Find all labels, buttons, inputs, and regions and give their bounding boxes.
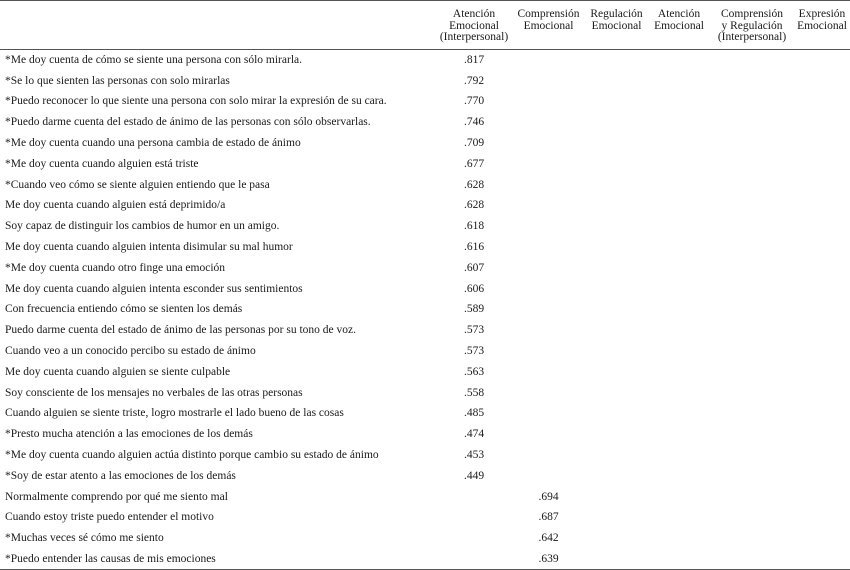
table-row: [0, 445, 850, 466]
loading-value: [794, 50, 850, 71]
loading-value: [585, 174, 648, 195]
loading-value: [710, 361, 794, 382]
item-text: *Presto mucha atención a las emociones de los demás: [5, 428, 253, 441]
column-header: [512, 1, 585, 50]
loading-value: [436, 486, 512, 507]
loading-value: [710, 195, 794, 216]
loading-value: [585, 195, 648, 216]
loading-value: .817: [463, 54, 485, 67]
loading-value: [710, 465, 794, 486]
loading-value: [794, 361, 850, 382]
loading-value: [512, 112, 585, 133]
loading-value: [585, 278, 648, 299]
loading-value: [648, 153, 710, 174]
loading-value: [512, 320, 585, 341]
loading-value: [512, 361, 585, 382]
loading-value: [794, 174, 850, 195]
item-text: Cuando veo a un conocido percibo su estado de ánimo: [5, 345, 256, 358]
item-text: Me doy cuenta cuando alguien se siente culpable: [5, 365, 231, 378]
table-row: [0, 91, 850, 112]
loading-value: [648, 50, 710, 71]
table-row: [0, 216, 850, 237]
table-row: [0, 70, 850, 91]
loading-value: .573: [463, 345, 485, 358]
loading-value: .687: [538, 511, 559, 524]
column-header: [648, 1, 710, 50]
loading-value: [585, 70, 648, 91]
loading-value: [436, 507, 512, 528]
item-text: Me doy cuenta cuando alguien intenta esconder sus sentimientos: [5, 282, 303, 295]
table-row: [0, 382, 850, 403]
column-header-line: Emocional: [449, 19, 499, 32]
loading-value: [512, 299, 585, 320]
loading-value: [512, 237, 585, 258]
loading-value: [648, 486, 710, 507]
loading-value: [648, 341, 710, 362]
loading-value: [794, 153, 850, 174]
loading-value: [512, 424, 585, 445]
loading-value: [512, 257, 585, 278]
loading-value: [648, 361, 710, 382]
table-row: [0, 341, 850, 362]
loading-value: [585, 237, 648, 258]
loading-value: [794, 424, 850, 445]
loading-value: .746: [463, 116, 485, 129]
table-row: [0, 112, 850, 133]
loading-value: [585, 257, 648, 278]
loading-value: [585, 91, 648, 112]
loading-value: [585, 320, 648, 341]
loading-value: .628: [463, 199, 485, 212]
loading-value: [585, 549, 648, 570]
loading-value: [794, 70, 850, 91]
item-text: *Me doy cuenta cuando alguien está triste: [5, 157, 199, 170]
loading-value: [512, 216, 585, 237]
loading-value: .563: [463, 365, 485, 378]
item-text: *Me doy cuenta cuando otro finge una emoción: [5, 261, 226, 274]
loading-value: [512, 278, 585, 299]
loading-value: [512, 174, 585, 195]
item-text: Cuando alguien se siente triste, logro mostrarle el lado bueno de las cosas: [5, 407, 344, 420]
loading-value: [794, 507, 850, 528]
item-text: Soy consciente de los mensajes no verbales de las otras personas: [5, 386, 303, 399]
loading-value: [794, 278, 850, 299]
loading-value: [710, 237, 794, 258]
loading-value: [648, 133, 710, 154]
loading-value: [794, 320, 850, 341]
column-header-line: Emocional: [523, 19, 574, 32]
loading-value: [585, 153, 648, 174]
item-text: Puedo darme cuenta del estado de ánimo de las personas por su tono de voz.: [5, 324, 356, 337]
item-text: *Me doy cuenta de cómo se siente una persona con sólo mirarla.: [5, 54, 302, 67]
loading-value: [648, 91, 710, 112]
loading-value: [512, 445, 585, 466]
loading-value: [648, 278, 710, 299]
loading-value: [512, 403, 585, 424]
loading-value: .628: [463, 178, 485, 191]
loading-value: [585, 382, 648, 403]
loading-value: [710, 424, 794, 445]
loading-value: [585, 341, 648, 362]
loading-value: [710, 50, 794, 71]
loading-value: [710, 320, 794, 341]
loading-value: [794, 465, 850, 486]
table-row: [0, 424, 850, 445]
loading-value: [585, 528, 648, 549]
item-text: *Muchas veces sé cómo me siento: [5, 532, 164, 545]
loading-value: [710, 507, 794, 528]
loading-value: .770: [463, 95, 485, 108]
column-header-line: Emocional: [797, 19, 847, 32]
loading-value: [648, 549, 710, 570]
loading-value: [585, 507, 648, 528]
loading-value: [648, 257, 710, 278]
loading-value: [648, 403, 710, 424]
column-header-line: Comprensión: [721, 8, 783, 20]
column-header-line: Regulación: [590, 8, 643, 20]
loading-value: .792: [463, 74, 485, 87]
loading-value: [512, 153, 585, 174]
column-header: [710, 1, 794, 50]
loading-value: .618: [463, 220, 485, 233]
column-header-line: Expresión: [798, 8, 846, 20]
loading-value: [648, 424, 710, 445]
loading-value: [794, 528, 850, 549]
item-text: Me doy cuenta cuando alguien está deprimido/a: [5, 199, 226, 212]
item-text: *Cuando veo cómo se siente alguien entiendo que le pasa: [5, 178, 270, 191]
loading-value: .606: [463, 282, 485, 295]
loading-value: [648, 445, 710, 466]
loading-value: .677: [463, 157, 485, 170]
loading-value: [794, 445, 850, 466]
table-row: [0, 237, 850, 258]
loading-value: [585, 486, 648, 507]
loading-value: [436, 528, 512, 549]
loading-value: [585, 445, 648, 466]
loading-value: [794, 382, 850, 403]
loading-value: .485: [463, 407, 485, 420]
item-text: *Soy de estar atento a las emociones de los demás: [5, 469, 236, 482]
loading-value: [585, 465, 648, 486]
loading-value: [648, 528, 710, 549]
table-row: [0, 50, 850, 71]
item-text: Con frecuencia entiendo cómo se sienten los demás: [5, 303, 243, 316]
column-header-line: Emocional: [591, 19, 642, 32]
loading-value: [710, 403, 794, 424]
column-header-line: y Regulación: [721, 19, 783, 32]
loading-value: [585, 133, 648, 154]
table-row: [0, 320, 850, 341]
loading-value: [794, 216, 850, 237]
loading-value: .453: [463, 449, 485, 462]
loading-value: .573: [463, 324, 485, 337]
column-header-line: Comprensión: [517, 8, 580, 20]
loading-value: [585, 50, 648, 71]
loading-value: .589: [463, 303, 485, 316]
table-row: [0, 465, 850, 486]
loading-value: [710, 257, 794, 278]
item-text: Cuando estoy triste puedo entender el motivo: [5, 511, 214, 524]
loading-value: [585, 216, 648, 237]
loading-value: [512, 133, 585, 154]
loading-value: .694: [538, 490, 559, 503]
column-header-line: Atención: [452, 8, 496, 20]
column-header: [794, 1, 850, 50]
loading-value: [648, 507, 710, 528]
table-row: [0, 403, 850, 424]
column-header-line: (Interpersonal): [717, 31, 787, 43]
loading-value: [585, 361, 648, 382]
loading-value: [512, 382, 585, 403]
loading-value: [648, 195, 710, 216]
table-row: [0, 153, 850, 174]
column-header-line: Emocional: [654, 19, 704, 32]
table-row: [0, 257, 850, 278]
loading-value: [512, 70, 585, 91]
table-row: [0, 174, 850, 195]
item-text: Me doy cuenta cuando alguien intenta disimular su mal humor: [5, 241, 293, 254]
loading-value: [710, 70, 794, 91]
item-text: Normalmente comprendo por qué me siento mal: [5, 490, 228, 503]
loading-value: [648, 320, 710, 341]
loading-value: [585, 299, 648, 320]
loading-value: [794, 341, 850, 362]
loading-value: [648, 112, 710, 133]
loading-value: [585, 424, 648, 445]
item-text: *Me doy cuenta cuando alguien actúa distinto porque cambio su estado de ánimo: [5, 449, 379, 462]
loading-value: [710, 133, 794, 154]
loading-value: [794, 403, 850, 424]
table-row: [0, 361, 850, 382]
item-text: *Puedo darme cuenta del estado de ánimo de las personas con sólo observarlas.: [5, 116, 371, 129]
loading-value: [794, 237, 850, 258]
loading-value: [710, 216, 794, 237]
loading-value: [648, 174, 710, 195]
header-item-column: [0, 1, 436, 50]
table-row: [0, 486, 850, 507]
column-header: [436, 1, 512, 50]
loading-value: [794, 257, 850, 278]
loading-value: [710, 382, 794, 403]
table-body: [0, 50, 850, 570]
loading-value: [648, 216, 710, 237]
table-row: [0, 507, 850, 528]
column-header: [585, 1, 648, 50]
loading-value: [794, 486, 850, 507]
table-header: [0, 1, 850, 50]
loading-value: [710, 112, 794, 133]
header-row: [0, 1, 850, 50]
loading-value: .639: [512, 549, 585, 570]
table-row: [0, 278, 850, 299]
loading-value: [794, 133, 850, 154]
loading-value: [710, 486, 794, 507]
item-text: *Puedo entender las causas de mis emociones: [0, 549, 436, 570]
loading-value: .709: [463, 137, 485, 150]
loading-value: [648, 299, 710, 320]
loading-value: [710, 528, 794, 549]
table-row: [0, 299, 850, 320]
loading-value: [794, 112, 850, 133]
loading-value: [710, 278, 794, 299]
item-text: *Puedo reconocer lo que siente una persona con solo mirar la expresión de su cara.: [5, 95, 387, 108]
loading-value: [710, 341, 794, 362]
loading-value: .474: [463, 428, 485, 441]
loading-value: [436, 549, 512, 570]
loading-value: [512, 91, 585, 112]
item-text: Soy capaz de distinguir los cambios de humor en un amigo.: [5, 220, 280, 233]
loading-value: [585, 403, 648, 424]
loading-value: [512, 195, 585, 216]
loading-value: [710, 445, 794, 466]
loading-value: [710, 174, 794, 195]
loading-value: [648, 237, 710, 258]
loading-value: .607: [463, 261, 485, 274]
loading-value: .449: [463, 469, 485, 482]
loading-value: [794, 91, 850, 112]
loading-value: [710, 91, 794, 112]
loading-value: [512, 50, 585, 71]
loading-value: [648, 382, 710, 403]
loading-value: [648, 70, 710, 91]
item-text: *Se lo que sienten las personas con solo mirarlas: [5, 74, 230, 87]
table-row: [0, 549, 850, 570]
table-row: [0, 133, 850, 154]
loading-value: [512, 465, 585, 486]
loading-value: [585, 112, 648, 133]
loading-value: [794, 195, 850, 216]
table-row: [0, 195, 850, 216]
loading-value: [512, 341, 585, 362]
loading-value: [648, 465, 710, 486]
loading-value: [794, 549, 850, 570]
column-header-line: (Interpersonal): [439, 31, 509, 43]
loading-value: .642: [538, 532, 559, 545]
column-header-line: Atención: [657, 8, 701, 20]
loading-value: [794, 299, 850, 320]
item-text: *Me doy cuenta cuando una persona cambia de estado de ánimo: [5, 137, 301, 150]
loading-value: .558: [463, 386, 485, 399]
table-row: [0, 528, 850, 549]
loading-value: .616: [463, 241, 485, 254]
loading-value: [710, 549, 794, 570]
loading-value: [710, 153, 794, 174]
loading-value: [710, 299, 794, 320]
